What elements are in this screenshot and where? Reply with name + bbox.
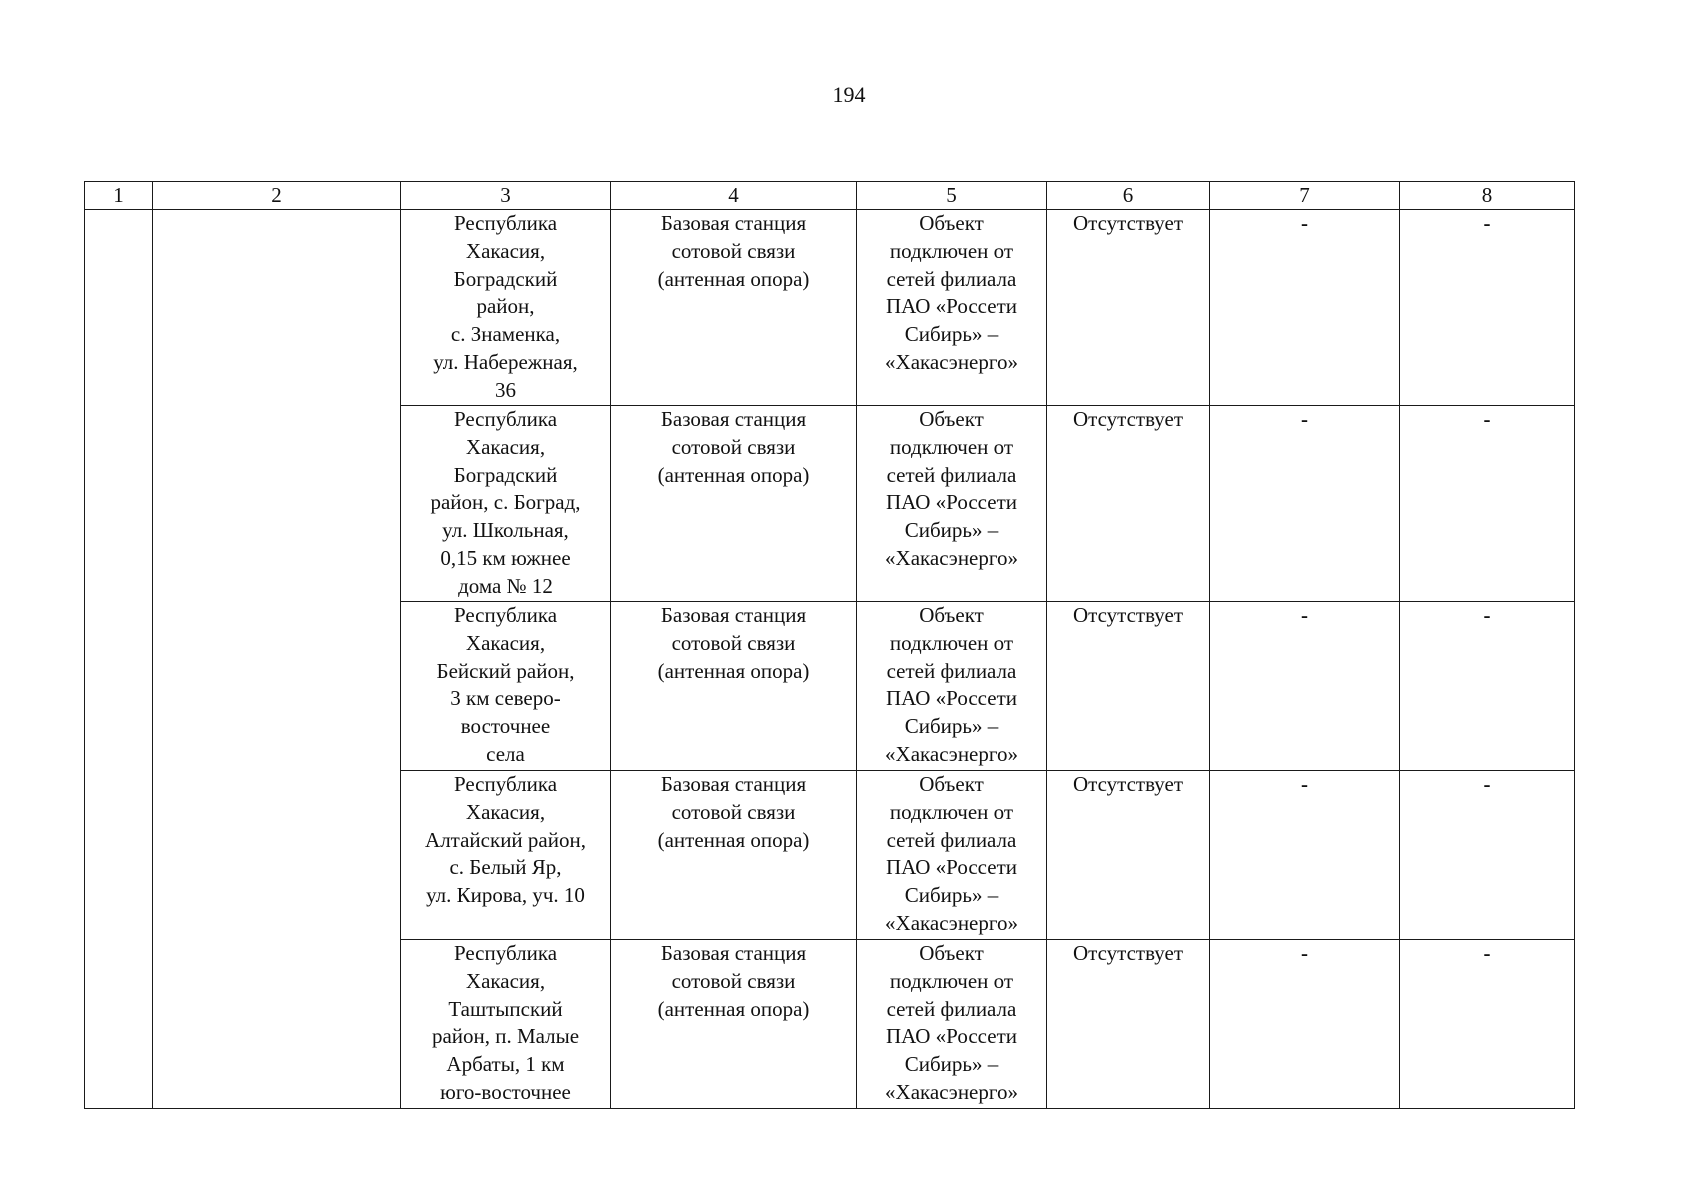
column-header-8: 8 <box>1400 182 1575 210</box>
status-cell: Отсутствует <box>1047 940 1210 1109</box>
col7-cell: - <box>1210 940 1400 1109</box>
col8-cell: - <box>1400 602 1575 771</box>
object-type-cell: Базовая станция сотовой связи (антенная опора) <box>611 771 857 940</box>
col8-cell: - <box>1400 940 1575 1109</box>
page-number: 194 <box>832 82 866 107</box>
object-type-cell: Базовая станция сотовой связи (антенная опора) <box>611 602 857 771</box>
column-header-6: 6 <box>1047 182 1210 210</box>
column-header-7: 7 <box>1210 182 1400 210</box>
header-row <box>85 182 1575 210</box>
status-cell: Отсутствует <box>1047 210 1210 406</box>
merged-cell-col1 <box>85 210 153 1109</box>
object-type-cell: Базовая станция сотовой связи (антенная опора) <box>611 210 857 406</box>
col7-cell: - <box>1210 771 1400 940</box>
address-cell: Республика Хакасия, Бейский район, 3 км северо- восточнее села <box>401 602 611 771</box>
connection-cell: Объект подключен от сетей филиала ПАО «Россети Сибирь» – «Хакасэнерго» <box>857 940 1047 1109</box>
table-row <box>85 210 1575 406</box>
col8-cell: - <box>1400 210 1575 406</box>
object-type-cell: Базовая станция сотовой связи (антенная опора) <box>611 406 857 602</box>
address-cell: Республика Хакасия, Боградский район, с. Знаменка, ул. Набережная, 36 <box>401 210 611 406</box>
status-cell: Отсутствует <box>1047 406 1210 602</box>
col8-cell: - <box>1400 406 1575 602</box>
object-type-cell: Базовая станция сотовой связи (антенная опора) <box>611 940 857 1109</box>
column-header-3: 3 <box>401 182 611 210</box>
col7-cell: - <box>1210 406 1400 602</box>
connection-cell: Объект подключен от сетей филиала ПАО «Россети Сибирь» – «Хакасэнерго» <box>857 210 1047 406</box>
column-header-1: 1 <box>85 182 153 210</box>
address-cell: Республика Хакасия, Алтайский район, с. Белый Яр, ул. Кирова, уч. 10 <box>401 771 611 940</box>
connection-cell: Объект подключен от сетей филиала ПАО «Россети Сибирь» – «Хакасэнерго» <box>857 406 1047 602</box>
col7-cell: - <box>1210 210 1400 406</box>
address-cell: Республика Хакасия, Таштыпский район, п. Малые Арбаты, 1 км юго-восточнее <box>401 940 611 1109</box>
merged-cell-col2 <box>153 210 401 1109</box>
column-header-5: 5 <box>857 182 1047 210</box>
column-header-2: 2 <box>153 182 401 210</box>
registry-table <box>84 181 1575 1109</box>
connection-cell: Объект подключен от сетей филиала ПАО «Россети Сибирь» – «Хакасэнерго» <box>857 602 1047 771</box>
connection-cell: Объект подключен от сетей филиала ПАО «Россети Сибирь» – «Хакасэнерго» <box>857 771 1047 940</box>
col8-cell: - <box>1400 771 1575 940</box>
status-cell: Отсутствует <box>1047 771 1210 940</box>
address-cell: Республика Хакасия, Боградский район, с. Боград, ул. Школьная, 0,15 км южнее дома № 12 <box>401 406 611 602</box>
col7-cell: - <box>1210 602 1400 771</box>
status-cell: Отсутствует <box>1047 602 1210 771</box>
column-header-4: 4 <box>611 182 857 210</box>
